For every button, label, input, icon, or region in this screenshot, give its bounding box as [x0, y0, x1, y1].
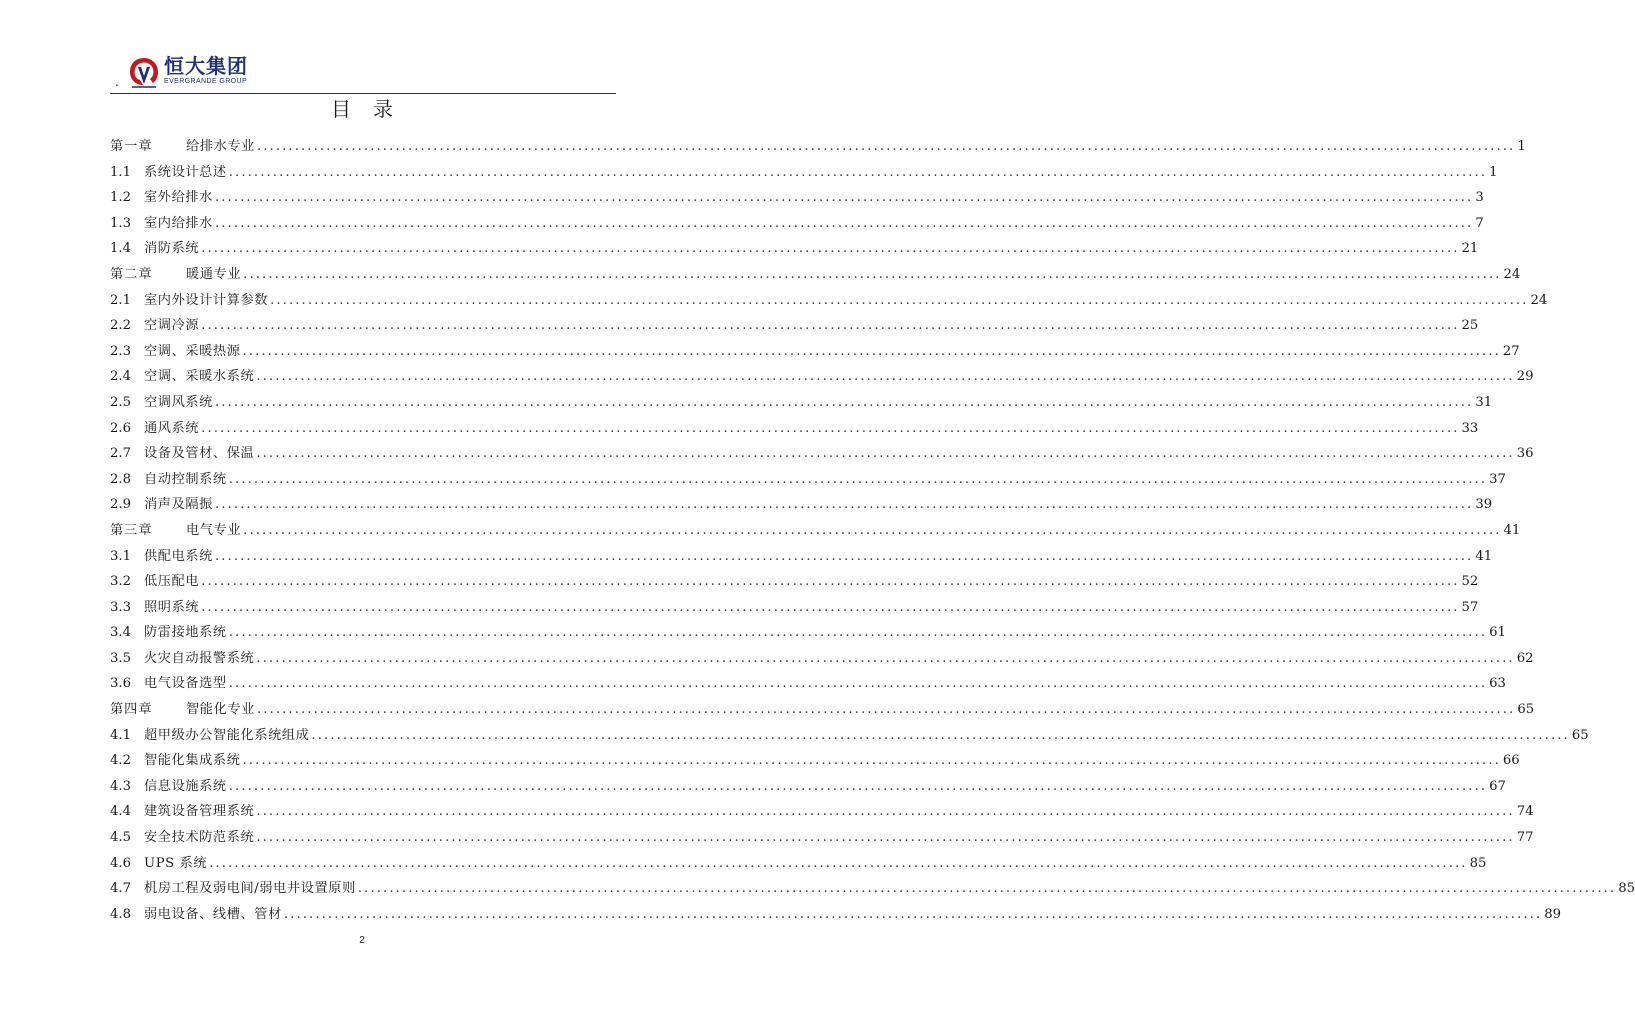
toc-section-entry[interactable]	[110, 723, 1589, 749]
toc-dot-leader: ........................................................................................................................................................................................................	[228, 778, 1488, 794]
toc-section-entry[interactable]	[110, 569, 1479, 595]
toc-entry-page: 41	[1503, 522, 1521, 538]
toc-entry-number: 3.4	[110, 625, 131, 641]
toc-entry-page: 41	[1475, 548, 1493, 564]
toc-entry-title: 电气专业	[186, 522, 242, 538]
toc-entry-number: 3.2	[110, 574, 131, 590]
toc-entry-number: 2.5	[110, 394, 131, 410]
toc-entry-number: 3.3	[110, 599, 131, 615]
toc-entry-number: 4.1	[110, 727, 131, 743]
toc-entry-page: 36	[1516, 446, 1534, 462]
toc-section-entry[interactable]	[110, 774, 1506, 800]
toc-entry-title: 机房工程及弱电间/弱电井设置原则	[144, 881, 356, 897]
toc-entry-number: 1.3	[110, 215, 131, 231]
toc-entry-page: 24	[1530, 292, 1548, 308]
toc-dot-leader: ........................................................................................................................................................................................................	[243, 522, 1502, 538]
toc-entry-number: 2.6	[110, 420, 131, 436]
toc-entry-number: 4.5	[110, 830, 131, 846]
toc-entry-page: 29	[1516, 369, 1534, 385]
toc-dot-leader: ........................................................................................................................................................................................................	[201, 420, 1460, 436]
toc-entry-number: 第四章	[110, 702, 153, 718]
toc-entry-title: 空调、采暖水系统	[144, 369, 255, 385]
toc-entry-title: 暖通专业	[186, 266, 242, 282]
toc-dot-leader: ........................................................................................................................................................................................................	[311, 727, 1570, 743]
toc-entry-number: 4.6	[110, 855, 131, 871]
toc-entry-number: 2.7	[110, 446, 131, 462]
toc-section-entry[interactable]	[110, 620, 1506, 646]
toc-entry-title: 消声及隔振	[144, 497, 213, 513]
toc-entry-number: 3.1	[110, 548, 131, 564]
toc-section-entry[interactable]	[110, 544, 1493, 570]
toc-entry-page: 65	[1571, 727, 1589, 743]
toc-section-entry[interactable]	[110, 185, 1484, 211]
toc-dot-leader: ........................................................................................................................................................................................................	[214, 497, 1474, 513]
toc-entry-title: 给排水专业	[186, 139, 255, 154]
toc-entry-title: UPS 系统	[144, 855, 208, 871]
toc-section-entry[interactable]	[110, 441, 1534, 467]
toc-entry-number: 1.2	[110, 190, 131, 206]
toc-entry-page: 33	[1461, 420, 1479, 436]
toc-section-entry[interactable]	[110, 467, 1506, 493]
toc-entry-number: 4.8	[110, 906, 131, 922]
toc-entry-number: 第二章	[110, 266, 153, 282]
toc-dot-leader: ........................................................................................................................................................................................................	[242, 343, 1501, 359]
toc-entry-number: 3.5	[110, 650, 131, 666]
toc-entry-title: 低压配电	[144, 574, 200, 590]
toc-dot-leader: ........................................................................................................................................................................................................	[256, 702, 1516, 718]
toc-entry-page: 7	[1475, 215, 1484, 231]
toc-entry-title: 火灾自动报警系统	[144, 650, 255, 666]
toc-section-entry[interactable]	[110, 799, 1534, 825]
page-title: 目录	[331, 97, 415, 121]
toc-dot-leader: ........................................................................................................................................................................................................	[242, 753, 1501, 769]
toc-entry-title: 超甲级办公智能化系统组成	[144, 727, 310, 743]
toc-entry-page: 52	[1461, 574, 1479, 590]
toc-section-entry[interactable]	[110, 236, 1479, 262]
toc-entry-title: 电气设备选型	[144, 676, 227, 692]
toc-entry-title: 室外给排水	[144, 190, 213, 206]
toc-entry-page: 74	[1516, 804, 1534, 820]
toc-dot-leader: ........................................................................................................................................................................................................	[256, 804, 1515, 820]
toc-section-entry[interactable]	[110, 339, 1520, 365]
toc-entry-number: 2.4	[110, 369, 131, 385]
toc-section-entry[interactable]	[110, 851, 1487, 877]
toc-dot-leader: ........................................................................................................................................................................................................	[256, 369, 1515, 385]
toc-entry-page: 24	[1503, 266, 1521, 282]
toc-chapter-entry[interactable]	[110, 134, 1526, 160]
toc-entry-title: 设备及管材、保温	[144, 446, 255, 462]
toc-entry-page: 3	[1475, 190, 1484, 206]
toc-dot-leader: ........................................................................................................................................................................................................	[256, 139, 1516, 154]
toc-section-entry[interactable]	[110, 646, 1534, 672]
toc-entry-number: 3.6	[110, 676, 131, 692]
toc-section-entry[interactable]	[110, 288, 1548, 314]
toc-entry-number: 4.2	[110, 753, 131, 769]
toc-dot-leader: ........................................................................................................................................................................................................	[243, 266, 1502, 282]
toc-dot-leader: ........................................................................................................................................................................................................	[228, 676, 1488, 692]
toc-entry-number: 2.1	[110, 292, 131, 308]
toc-entry-page: 37	[1489, 471, 1506, 487]
toc-entry-title: 智能化集成系统	[144, 753, 241, 769]
evergrande-logo-icon	[126, 54, 162, 90]
toc-section-entry[interactable]	[110, 313, 1479, 339]
toc-entry-number: 2.9	[110, 497, 131, 513]
toc-entry-number: 4.4	[110, 804, 131, 820]
toc-entry-page: 62	[1516, 650, 1534, 666]
toc-dot-leader: ........................................................................................................................................................................................................	[214, 394, 1474, 410]
toc-section-entry[interactable]	[110, 671, 1506, 697]
toc-entry-page: 63	[1489, 676, 1506, 692]
toc-entry-page: 1	[1489, 164, 1498, 180]
toc-entry-number: 2.2	[110, 318, 131, 334]
toc-chapter-entry[interactable]	[110, 262, 1521, 288]
toc-dot-leader: ........................................................................................................................................................................................................	[214, 548, 1474, 564]
toc-entry-page: 1	[1517, 139, 1526, 154]
toc-dot-leader: ........................................................................................................................................................................................................	[256, 650, 1515, 666]
toc-entry-title: 信息设施系统	[144, 778, 227, 794]
toc-entry-page: 85	[1469, 855, 1487, 871]
page-header	[110, 52, 616, 94]
toc-entry-page: 25	[1461, 318, 1479, 334]
toc-dot-leader: ........................................................................................................................................................................................................	[228, 164, 1488, 180]
logo-wordmark	[164, 54, 248, 86]
toc-dot-leader: ........................................................................................................................................................................................................	[201, 574, 1460, 590]
toc-dot-leader: ........................................................................................................................................................................................................	[228, 625, 1488, 641]
toc-entry-page: 57	[1461, 599, 1479, 615]
toc-section-entry[interactable]	[110, 160, 1498, 186]
toc-entry-title: 防雷接地系统	[144, 625, 227, 641]
toc-entry-page: 27	[1502, 343, 1520, 359]
toc-section-entry[interactable]	[110, 364, 1534, 390]
toc-entry-title: 消防系统	[144, 241, 200, 257]
toc-entry-number: 2.3	[110, 343, 131, 359]
table-of-contents	[110, 134, 1635, 927]
toc-entry-page: 77	[1516, 830, 1534, 846]
header-mark: .	[115, 75, 119, 89]
toc-entry-title: 空调冷源	[144, 318, 200, 334]
toc-dot-leader: ........................................................................................................................................................................................................	[201, 318, 1460, 334]
toc-dot-leader: ........................................................................................................................................................................................................	[357, 881, 1617, 897]
toc-section-entry[interactable]	[110, 748, 1520, 774]
toc-dot-leader: ........................................................................................................................................................................................................	[201, 599, 1460, 615]
toc-chapter-entry[interactable]	[110, 697, 1535, 723]
toc-entry-title: 安全技术防范系统	[144, 830, 255, 846]
toc-dot-leader: ........................................................................................................................................................................................................	[209, 855, 1468, 871]
toc-entry-number: 4.7	[110, 881, 131, 897]
toc-entry-number: 第一章	[110, 139, 153, 154]
toc-entry-page: 67	[1489, 778, 1506, 794]
toc-dot-leader: ........................................................................................................................................................................................................	[270, 292, 1529, 308]
toc-entry-number: 第三章	[110, 522, 153, 538]
page-number: 2	[359, 935, 365, 946]
toc-entry-title: 弱电设备、线槽、管材	[144, 906, 282, 922]
toc-entry-title: 通风系统	[144, 420, 200, 436]
toc-entry-page: 61	[1489, 625, 1506, 641]
toc-entry-title: 建筑设备管理系统	[144, 804, 255, 820]
toc-dot-leader: ........................................................................................................................................................................................................	[283, 906, 1543, 922]
toc-entry-page: 65	[1517, 702, 1535, 718]
toc-section-entry[interactable]	[110, 416, 1479, 442]
toc-entry-title: 空调、采暖热源	[144, 343, 241, 359]
toc-entry-page: 21	[1461, 241, 1479, 257]
header-divider	[110, 93, 616, 94]
toc-entry-title: 自动控制系统	[144, 471, 227, 487]
toc-dot-leader: ........................................................................................................................................................................................................	[256, 830, 1515, 846]
toc-entry-title: 室内外设计计算参数	[144, 292, 269, 308]
toc-entry-page: 89	[1544, 906, 1562, 922]
toc-dot-leader: ........................................................................................................................................................................................................	[256, 446, 1515, 462]
toc-entry-page: 66	[1502, 753, 1520, 769]
toc-dot-leader: ........................................................................................................................................................................................................	[228, 471, 1488, 487]
toc-section-entry[interactable]	[110, 211, 1484, 237]
toc-dot-leader: ........................................................................................................................................................................................................	[214, 215, 1474, 231]
toc-section-entry[interactable]	[110, 825, 1534, 851]
toc-entry-number: 1.1	[110, 164, 131, 180]
toc-entry-page: 39	[1475, 497, 1493, 513]
toc-dot-leader: ........................................................................................................................................................................................................	[201, 241, 1460, 257]
toc-entry-title: 系统设计总述	[144, 164, 227, 180]
toc-entry-title: 空调风系统	[144, 394, 213, 410]
logo-name-en: EVERGRANDE GROUP	[164, 78, 248, 85]
toc-entry-page: 85	[1618, 881, 1635, 897]
toc-section-entry[interactable]	[110, 492, 1493, 518]
toc-section-entry[interactable]	[110, 876, 1635, 902]
toc-section-entry[interactable]	[110, 390, 1493, 416]
toc-entry-number: 4.3	[110, 778, 131, 794]
toc-entry-number: 2.8	[110, 471, 131, 487]
toc-chapter-entry[interactable]	[110, 518, 1521, 544]
toc-entry-title: 供配电系统	[144, 548, 213, 564]
toc-entry-title: 智能化专业	[186, 702, 255, 718]
toc-entry-number: 1.4	[110, 241, 131, 257]
toc-dot-leader: ........................................................................................................................................................................................................	[214, 190, 1474, 206]
toc-section-entry[interactable]	[110, 595, 1479, 621]
toc-entry-title: 照明系统	[144, 599, 200, 615]
toc-entry-title: 室内给排水	[144, 215, 213, 231]
toc-entry-page: 31	[1475, 394, 1493, 410]
logo-name-cn: 恒大集团	[164, 54, 248, 78]
toc-section-entry[interactable]	[110, 902, 1562, 928]
